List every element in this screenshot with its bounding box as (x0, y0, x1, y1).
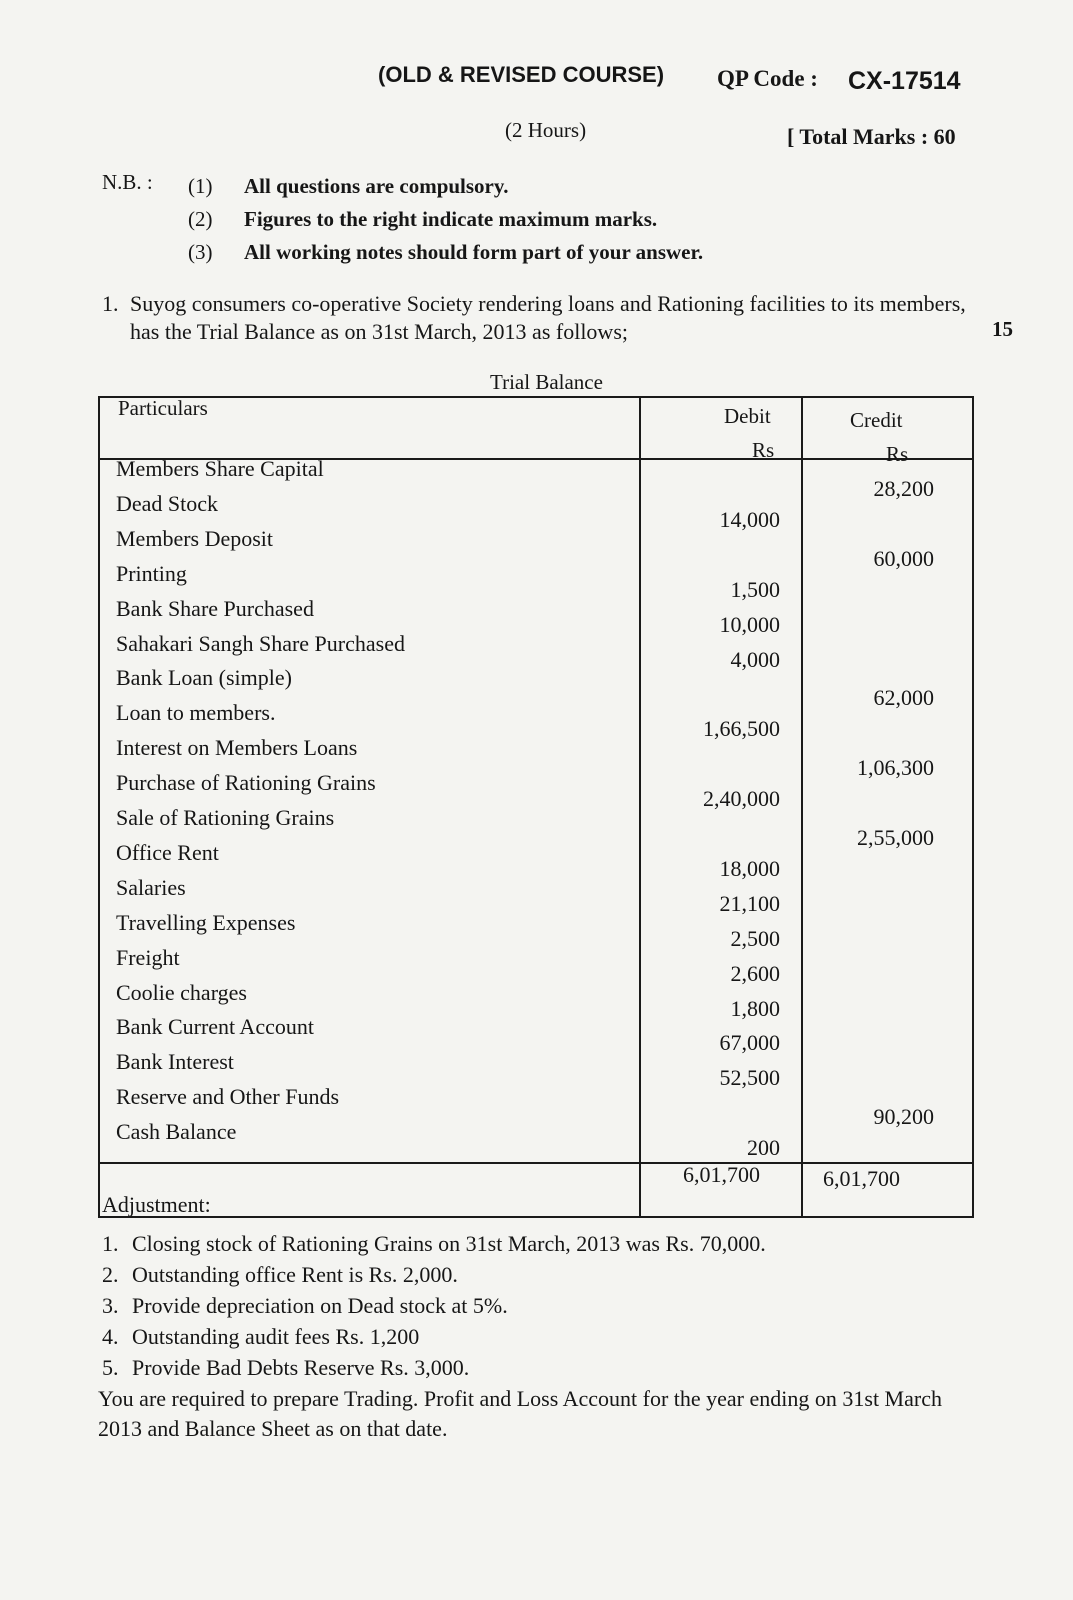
debit-cell: 67,000 (719, 1030, 780, 1056)
debit-cell: 2,40,000 (703, 786, 780, 812)
credit-cell: 28,200 (873, 476, 934, 501)
question-marks: 15 (992, 317, 1013, 341)
credit-cell: 90,200 (873, 1104, 934, 1130)
debit-cell: 2,600 (730, 960, 780, 986)
col-particulars: Particulars (118, 396, 208, 420)
instruction-number: (3) (188, 240, 213, 264)
particular-cell: Coolie charges (116, 979, 247, 1005)
col-debit: Debit (724, 404, 771, 428)
instruction-item (188, 203, 703, 236)
adjustments-list (102, 1228, 766, 1383)
instruction-text: All working notes should form part of your answer. (244, 240, 704, 264)
adjustment-item (102, 1290, 766, 1321)
particular-cell: Bank Current Account (116, 1014, 314, 1040)
instructions-list (188, 170, 703, 269)
adjustment-item (102, 1228, 766, 1259)
adjustment-text: Outstanding audit fees Rs. 1,200 (132, 1324, 420, 1349)
debit-cell: 4,000 (730, 646, 780, 672)
qp-code: CX-17514 (848, 67, 961, 95)
instruction-text: All questions are compulsory. (244, 174, 509, 198)
question-number: 1. (102, 291, 119, 316)
adjustment-number: 2. (102, 1262, 119, 1287)
trial-balance-table (98, 396, 974, 1218)
particular-cell: Sale of Rationing Grains (116, 805, 335, 830)
adjustment-number: 3. (102, 1293, 119, 1318)
particular-cell: Freight (116, 944, 180, 970)
exam-duration: (2 Hours) (505, 118, 587, 142)
debit-cell: 1,500 (730, 576, 780, 602)
debit-cell: 18,000 (719, 855, 780, 881)
debit-cell: 200 (747, 1135, 780, 1161)
adjustment-number: 1. (102, 1231, 119, 1256)
debit-cell: 1,800 (730, 995, 780, 1021)
particular-cell: Bank Loan (simple) (116, 665, 292, 691)
total-debit: 6,01,700 (683, 1162, 760, 1187)
adjustment-item (102, 1352, 766, 1383)
particular-cell: Bank Share Purchased (116, 595, 314, 621)
total-marks: [ Total Marks : 60 (787, 124, 956, 149)
credit-cell: 2,55,000 (857, 825, 934, 850)
adjustment-item (102, 1321, 766, 1352)
particular-cell: Purchase of Rationing Grains (116, 770, 376, 796)
particular-cell: Printing (116, 560, 187, 586)
adjustment-item (102, 1259, 766, 1290)
question-1 (102, 290, 972, 346)
debit-cell: 2,500 (730, 925, 780, 951)
instruction-number: (2) (188, 207, 213, 231)
adjustment-number: 4. (102, 1324, 119, 1349)
adjustment-number: 5. (102, 1355, 119, 1380)
credit-cell: 60,000 (873, 545, 934, 571)
question-text: Suyog consumers co-operative Society rendering loans and Rationing facilities to its members, has the Trial Balance as on 31st March, 2013 as follows; (130, 291, 966, 344)
adjustment-text: Closing stock of Rationing Grains on 31st March, 2013 was Rs. 70,000. (132, 1231, 766, 1256)
credit-cell: 62,000 (873, 685, 934, 711)
total-credit: 6,01,700 (823, 1166, 900, 1191)
particular-cell: Loan to members. (116, 700, 276, 726)
trial-balance-caption: Trial Balance (490, 370, 603, 394)
debit-cell: 10,000 (719, 611, 780, 637)
debit-cell: 1,66,500 (703, 716, 780, 742)
instruction-item (188, 236, 703, 269)
particular-cell: Reserve and Other Funds (116, 1084, 340, 1110)
instruction-text: Figures to the right indicate maximum marks. (244, 207, 658, 231)
column-divider (639, 398, 641, 1216)
adjustment-text: Provide Bad Debts Reserve Rs. 3,000. (132, 1355, 470, 1380)
particular-cell: Interest on Members Loans (116, 735, 358, 761)
adjustment-text: Provide depreciation on Dead stock at 5%. (132, 1293, 508, 1318)
adjustment-text: Outstanding office Rent is Rs. 2,000. (132, 1262, 458, 1287)
particular-cell: Sahakari Sangh Share Purchased (116, 630, 405, 656)
credit-cell: 1,06,300 (857, 755, 934, 781)
column-divider (801, 398, 803, 1216)
particular-cell: Travelling Expenses (116, 909, 296, 935)
particular-cell: Cash Balance (116, 1119, 237, 1145)
particular-cell: Dead Stock (116, 490, 219, 516)
qp-code-label: QP Code : (717, 66, 818, 91)
col-credit-unit: Rs (886, 442, 909, 466)
particular-cell: Members Deposit (116, 525, 274, 551)
debit-cell: 21,100 (719, 890, 780, 916)
total-divider (100, 1162, 972, 1164)
particular-cell: Bank Interest (116, 1049, 234, 1075)
debit-cell: 14,000 (719, 506, 780, 532)
adjustments-label: Adjustment: (102, 1192, 211, 1217)
course-title: (OLD & REVISED COURSE) (378, 62, 665, 87)
instruction-number: (1) (188, 174, 213, 198)
particular-cell: Salaries (116, 874, 186, 900)
instructions-label: N.B. : (102, 170, 153, 194)
task-instruction: You are required to prepare Trading. Profit and Loss Account for the year ending on 31st March 2013 and Balance Sheet as on that date. (98, 1386, 942, 1441)
col-debit-unit: Rs (752, 438, 775, 462)
instruction-item (188, 170, 703, 203)
col-credit: Credit (850, 408, 903, 432)
particular-cell: Members Share Capital (116, 456, 324, 481)
debit-cell: 52,500 (719, 1065, 780, 1091)
particular-cell: Office Rent (116, 839, 219, 865)
